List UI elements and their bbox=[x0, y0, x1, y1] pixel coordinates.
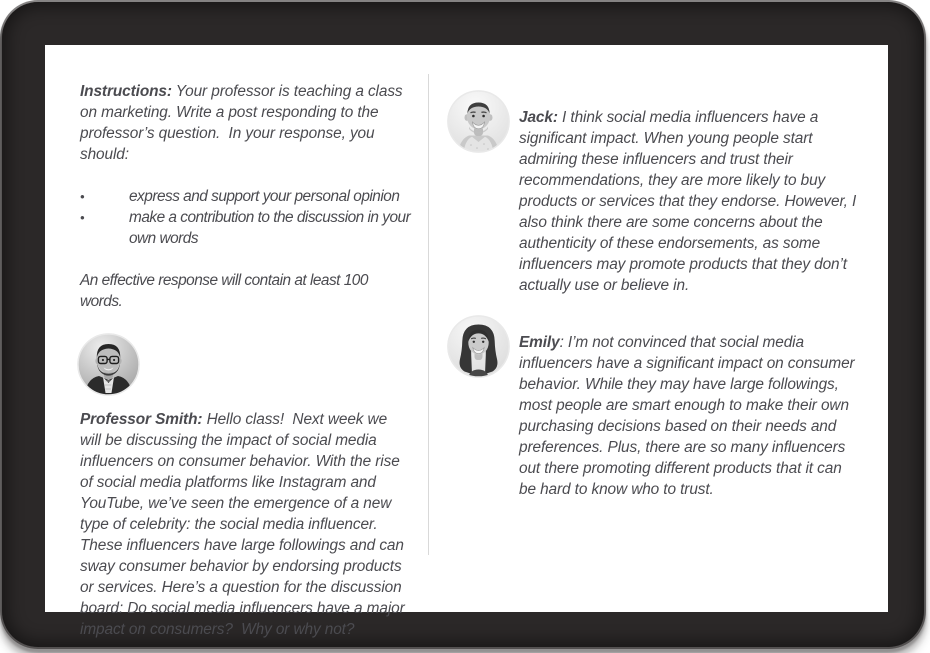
bullet-text: express and support your personal opinion bbox=[129, 188, 400, 205]
emily-name: Emily bbox=[519, 334, 560, 351]
professor-smith-portrait-icon bbox=[77, 333, 140, 396]
emily-avatar bbox=[447, 315, 510, 378]
column-divider bbox=[428, 74, 429, 555]
effective-response-note: An effective response will contain at least 100 words. bbox=[80, 272, 372, 310]
jack-message: I think social media influencers have a significant impact. When young people start admiring these influencers and trust their recommendations, they are more likely to buy products or services that they endorse. However, I also think there are some concerns about the authenticity of these endorsements, as some influencers may promote products that they don’t actually use or believe in. bbox=[519, 109, 861, 294]
instructions-intro-text: Your professor is teaching a class on marketing. Write a post responding to the professor’s question. In your response, you should: bbox=[80, 83, 407, 163]
instructions-paragraph bbox=[80, 81, 412, 165]
device-frame bbox=[2, 2, 924, 647]
jack-post-text bbox=[519, 107, 861, 296]
list-item bbox=[80, 207, 412, 249]
list-item bbox=[80, 186, 412, 207]
left-column bbox=[80, 81, 412, 640]
professor-smith-avatar bbox=[77, 333, 140, 396]
instructions-bullet-list bbox=[80, 186, 412, 249]
discussion-board-screen bbox=[45, 45, 888, 638]
professor-smith-name: Professor Smith: bbox=[80, 411, 203, 428]
emily-portrait-icon bbox=[447, 315, 510, 378]
emily-post bbox=[447, 315, 857, 500]
jack-post bbox=[447, 90, 861, 296]
bullet-icon: • bbox=[80, 189, 85, 204]
jack-avatar bbox=[447, 90, 510, 153]
professor-smith-message: Hello class! Next week we will be discussing the impact of social media influencers on consumer behavior. With the rise of social media platforms like Instagram and YouTube, we’ve seen the emergence of a new type of celebrity: the social media influencer. These influencers have large followings and can sway consumer behavior by endorsing products or services. Here’s a question for the discussion board: Do social media influencers have a major impact on consumers? Why or why not? bbox=[80, 411, 409, 638]
jack-portrait-icon bbox=[447, 90, 510, 153]
emily-post-text bbox=[519, 332, 857, 500]
bullet-icon: • bbox=[80, 210, 85, 225]
bullet-text: make a contribution to the discussion in your own words bbox=[129, 209, 414, 247]
emily-message: : I’m not convinced that social media influencers have a significant impact on consumer behavior. While they may have large followings, most people are smart enough to make their own purchasing decisions based on their needs and preferences. Plus, there are so many influencers out there promoting different products that it can be hard to know who to trust. bbox=[519, 334, 859, 498]
jack-name: Jack: bbox=[519, 109, 558, 126]
professor-smith-post bbox=[80, 409, 412, 640]
instructions-label: Instructions: bbox=[80, 83, 172, 100]
